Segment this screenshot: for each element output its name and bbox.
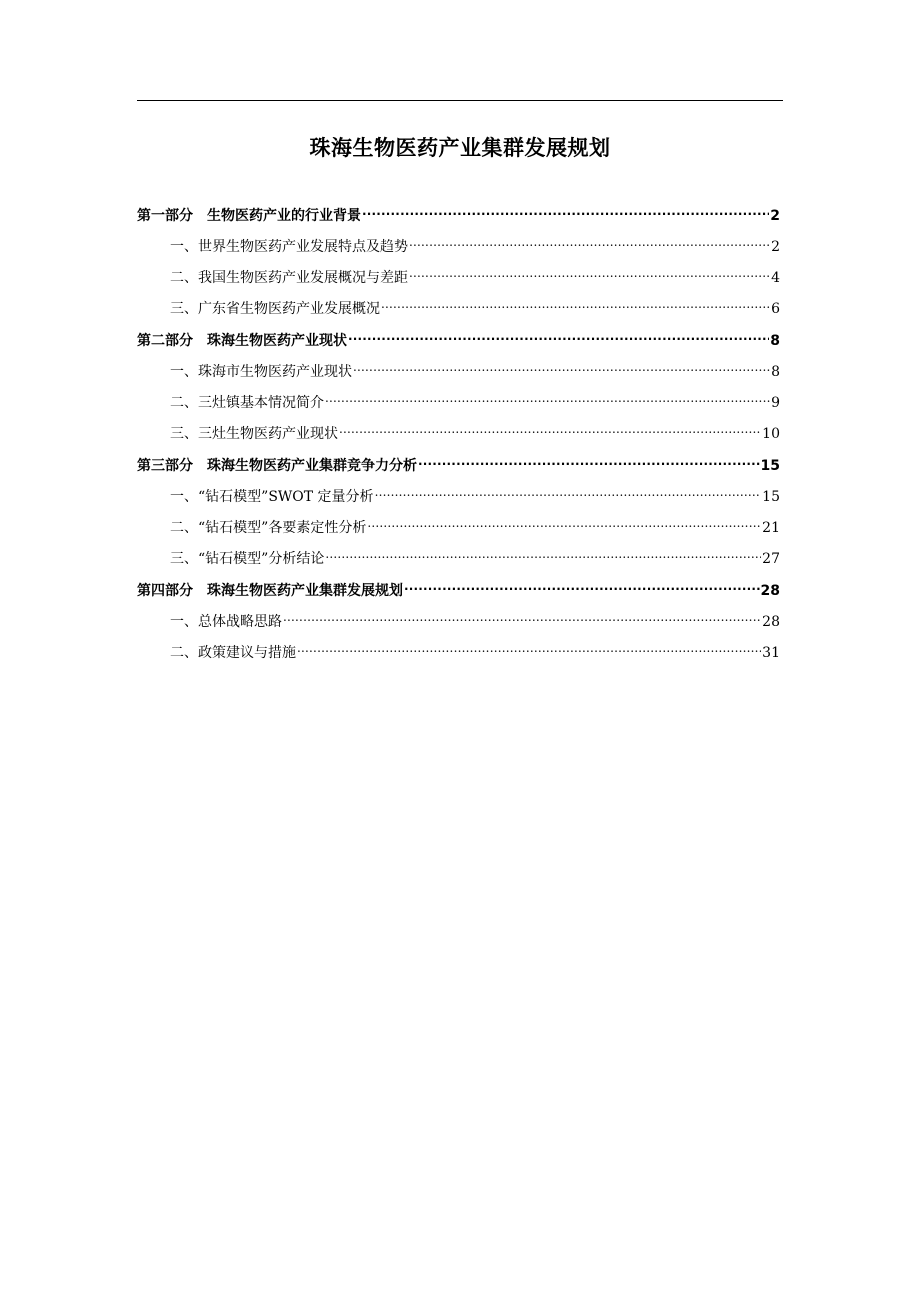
document-title: 珠海生物医药产业集群发展规划 [309, 136, 611, 160]
toc-part-label: 第三部分 珠海生物医药产业集群竞争力分析 [137, 458, 417, 474]
toc-part-label: 第一部分 生物医药产业的行业背景 [137, 208, 361, 224]
toc-dot-leader [325, 387, 770, 407]
toc-part-3[interactable] [137, 450, 780, 474]
toc-page-number: 31 [762, 645, 780, 661]
toc-section-3-3[interactable] [137, 543, 780, 567]
toc-part-label: 第二部分 珠海生物医药产业现状 [137, 333, 347, 349]
toc-dot-leader [404, 575, 760, 595]
toc-section-4-1[interactable] [137, 606, 780, 630]
toc-page-number: 2 [770, 208, 780, 224]
toc-page-number: 15 [760, 458, 780, 474]
toc-section-label: 一、总体战略思路 [170, 614, 282, 630]
toc-section-4-2[interactable] [137, 637, 780, 661]
toc-section-label: 三、广东省生物医药产业发展概况 [170, 301, 380, 317]
toc-dot-leader [353, 356, 770, 376]
toc-page-number: 2 [771, 239, 780, 255]
toc-dot-leader [381, 293, 770, 313]
toc-dot-leader [418, 450, 760, 470]
toc-dot-leader [409, 231, 770, 251]
toc-part-2[interactable] [137, 325, 780, 349]
toc-dot-leader [348, 325, 769, 345]
toc-section-label: 三、三灶生物医药产业现状 [170, 426, 338, 442]
toc-page-number: 28 [762, 614, 780, 630]
toc-page-number: 21 [762, 520, 780, 536]
toc-page-number: 15 [762, 489, 780, 505]
toc-section-2-2[interactable] [137, 387, 780, 411]
toc-part-label: 第四部分 珠海生物医药产业集群发展规划 [137, 583, 403, 599]
toc-page-number: 10 [762, 426, 780, 442]
table-of-contents [137, 200, 780, 661]
toc-dot-leader [325, 543, 761, 563]
toc-section-3-1[interactable] [137, 481, 780, 505]
toc-section-1-2[interactable] [137, 262, 780, 286]
toc-page-number: 28 [760, 583, 780, 599]
toc-dot-leader [283, 606, 761, 626]
toc-page-number: 8 [770, 333, 780, 349]
toc-section-label: 三、“钻石模型”分析结论 [170, 551, 325, 567]
toc-section-label: 二、我国生物医药产业发展概况与差距 [170, 270, 408, 286]
toc-dot-leader [375, 481, 762, 501]
toc-dot-leader [362, 200, 769, 220]
toc-section-label: 二、三灶镇基本情况简介 [170, 395, 324, 411]
toc-page-number: 27 [762, 551, 780, 567]
toc-page-number: 6 [771, 301, 780, 317]
toc-part-4[interactable] [137, 575, 780, 599]
toc-page-number: 4 [771, 270, 780, 286]
toc-part-1[interactable] [137, 200, 780, 224]
toc-section-label: 一、世界生物医药产业发展特点及趋势 [170, 239, 408, 255]
toc-section-1-3[interactable] [137, 293, 780, 317]
toc-page-number: 8 [771, 364, 780, 380]
toc-page-number: 9 [771, 395, 780, 411]
toc-section-3-2[interactable] [137, 512, 780, 536]
toc-dot-leader [409, 262, 770, 282]
toc-dot-leader [367, 512, 761, 532]
toc-section-2-1[interactable] [137, 356, 780, 380]
toc-section-1-1[interactable] [137, 231, 780, 255]
toc-section-label: 二、政策建议与措施 [170, 645, 296, 661]
header-rule [137, 100, 783, 101]
toc-section-label: 一、“钻石模型”SWOT 定量分析 [170, 489, 374, 505]
toc-section-label: 二、“钻石模型”各要素定性分析 [170, 520, 367, 536]
toc-dot-leader [339, 418, 761, 438]
toc-section-label: 一、珠海市生物医药产业现状 [170, 364, 352, 380]
toc-dot-leader [297, 637, 761, 657]
toc-section-2-3[interactable] [137, 418, 780, 442]
